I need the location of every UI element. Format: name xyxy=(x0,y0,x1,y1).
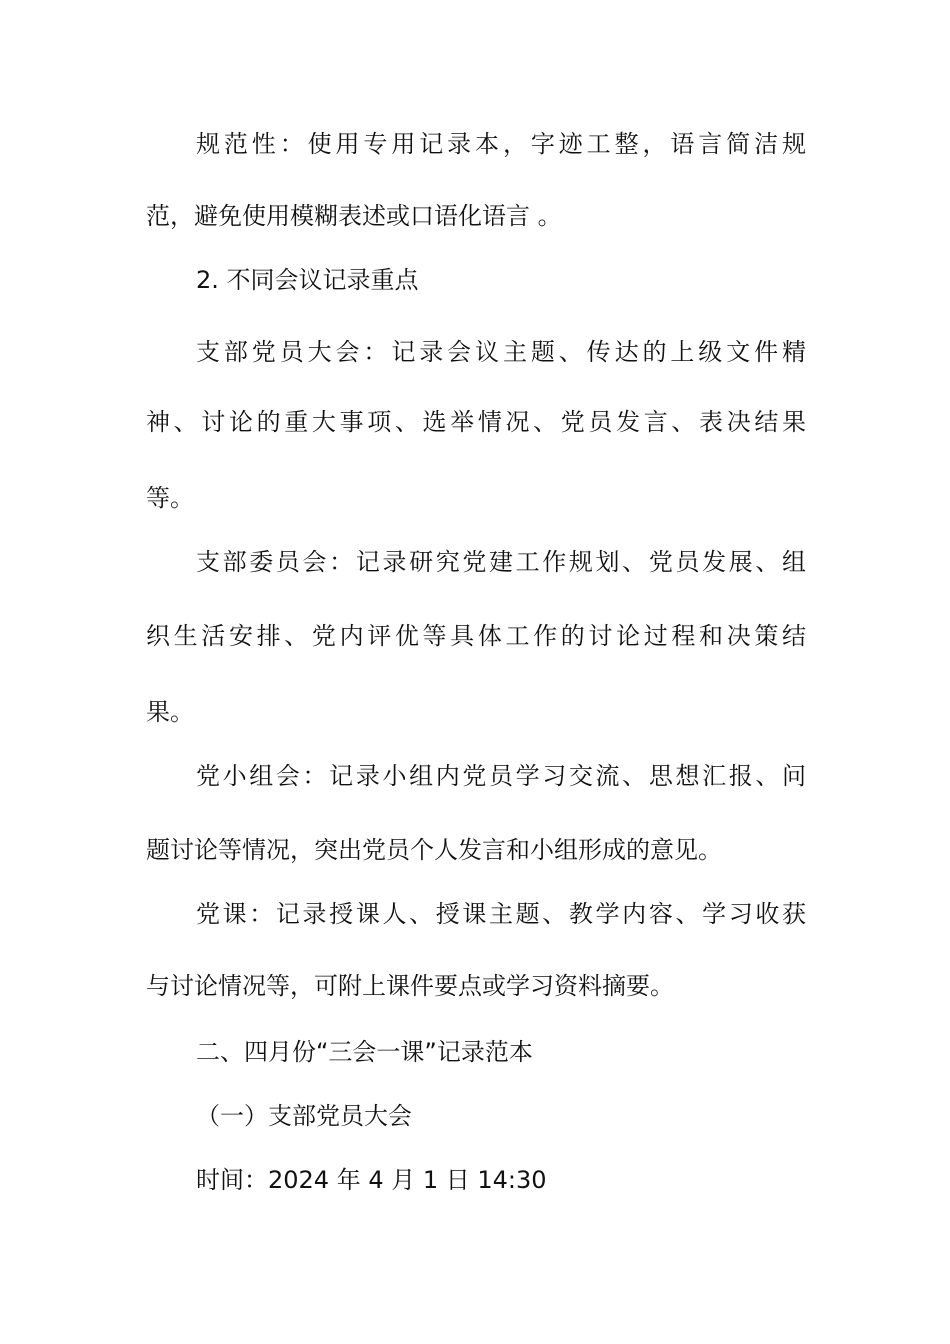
section-heading-april-template: 二、四月份“三会一课”记录范本 xyxy=(196,1038,533,1066)
paragraph-normativity-line-1: 规范性：使用专用记录本，字迹工整，语言简洁规 xyxy=(196,130,806,158)
paragraph-branch-committee-line-3: 果。 xyxy=(146,698,194,726)
paragraph-normativity-line-2: 范，避免使用模糊表述或口语化语言 。 xyxy=(146,202,562,230)
paragraph-party-group-line-2: 题讨论等情况，突出党员个人发言和小组形成的意见。 xyxy=(146,836,722,864)
paragraph-party-lecture-line-2: 与讨论情况等，可附上课件要点或学习资料摘要。 xyxy=(146,972,674,1000)
subsection-heading-party-congress: （一）支部党员大会 xyxy=(196,1102,412,1130)
paragraph-branch-committee-line-1: 支部委员会：记录研究党建工作规划、党员发展、组 xyxy=(196,548,806,576)
paragraph-party-congress-line-2: 神、讨论的重大事项、选举情况、党员发言、表决结果 xyxy=(146,408,806,436)
paragraph-party-lecture-line-1: 党课：记录授课人、授课主题、教学内容、学习收获 xyxy=(196,900,806,928)
section-heading-meeting-focus: 2. 不同会议记录重点 xyxy=(196,266,419,294)
paragraph-party-group-line-1: 党小组会：记录小组内党员学习交流、思想汇报、问 xyxy=(196,762,806,790)
paragraph-party-congress-line-1: 支部党员大会：记录会议主题、传达的上级文件精 xyxy=(196,338,806,366)
meeting-time: 时间：2024 年 4 月 1 日 14:30 xyxy=(196,1166,547,1194)
paragraph-branch-committee-line-2: 织生活安排、党内评优等具体工作的讨论过程和决策结 xyxy=(146,622,806,650)
paragraph-party-congress-line-3: 等。 xyxy=(146,484,194,512)
